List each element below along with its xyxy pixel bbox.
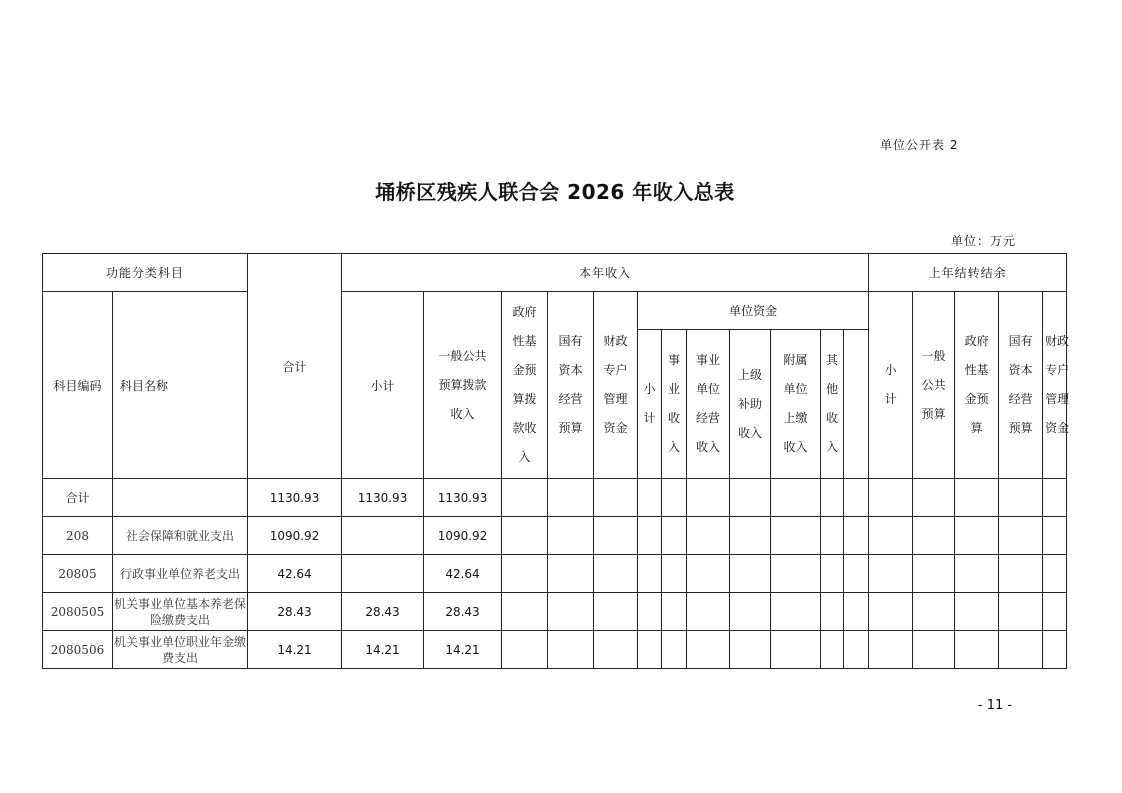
table-row bbox=[43, 593, 1067, 631]
row-name bbox=[113, 479, 248, 517]
header-affiliated-unit: 附属单位上缴收入 bbox=[771, 330, 821, 479]
table-row bbox=[43, 517, 1067, 555]
header-prior-gov-fund: 政府性基金预算 bbox=[955, 292, 999, 479]
header-prior-general-budget: 一般公共预算 bbox=[913, 292, 955, 479]
row-name: 机关事业单位基本养老保险缴费支出 bbox=[113, 593, 248, 631]
header-current-year-income: 本年收入 bbox=[342, 254, 869, 292]
row-subtotal bbox=[342, 555, 424, 593]
header-general-budget: 一般公共预算拨款收入 bbox=[424, 292, 502, 479]
row-general-budget: 1130.93 bbox=[424, 479, 502, 517]
row-general-budget: 1090.92 bbox=[424, 517, 502, 555]
row-subtotal bbox=[342, 517, 424, 555]
row-total: 1090.92 bbox=[248, 517, 342, 555]
page-number: - 11 - bbox=[977, 698, 1013, 713]
row-general-budget: 42.64 bbox=[424, 555, 502, 593]
table-row bbox=[43, 631, 1067, 669]
row-code: 20805 bbox=[43, 555, 113, 593]
header-subject-name: 科目名称 bbox=[113, 292, 248, 479]
row-code: 合计 bbox=[43, 479, 113, 517]
header-superior-subsidy: 上级补助收入 bbox=[730, 330, 771, 479]
header-func-class: 功能分类科目 bbox=[43, 254, 248, 292]
header-subtotal: 小计 bbox=[342, 292, 424, 479]
row-total: 28.43 bbox=[248, 593, 342, 631]
income-summary-table bbox=[42, 253, 1070, 669]
row-subtotal: 28.43 bbox=[342, 593, 424, 631]
table-row bbox=[43, 479, 1067, 517]
header-total: 合计 bbox=[248, 254, 342, 479]
header-fiscal-special: 财政专户管理资金 bbox=[594, 292, 638, 479]
header-prior-state-capital: 国有资本经营预算 bbox=[999, 292, 1043, 479]
row-name: 社会保障和就业支出 bbox=[113, 517, 248, 555]
row-code: 2080506 bbox=[43, 631, 113, 669]
row-code: 2080505 bbox=[43, 593, 113, 631]
page-label: 单位公开表 2 bbox=[880, 138, 959, 152]
header-gov-fund: 政府性基金预算拨款收入 bbox=[502, 292, 548, 479]
row-name: 行政事业单位养老支出 bbox=[113, 555, 248, 593]
table-row bbox=[43, 555, 1067, 593]
row-general-budget: 14.21 bbox=[424, 631, 502, 669]
row-subtotal: 1130.93 bbox=[342, 479, 424, 517]
row-name: 机关事业单位职业年金缴费支出 bbox=[113, 631, 248, 669]
row-code: 208 bbox=[43, 517, 113, 555]
header-prior-fiscal-special: 财政专户管理资金 bbox=[1043, 292, 1067, 479]
header-prior-subtotal: 小计 bbox=[869, 292, 913, 479]
document-title: 埇桥区残疾人联合会 2026 年收入总表 bbox=[375, 180, 735, 204]
header-business-unit-operating: 事业单位经营收入 bbox=[687, 330, 730, 479]
header-subject-code: 科目编码 bbox=[43, 292, 113, 479]
header-state-capital: 国有资本经营预算 bbox=[548, 292, 594, 479]
header-unit-subtotal: 小计 bbox=[638, 330, 662, 479]
unit-label: 单位：万元 bbox=[950, 234, 1016, 248]
row-total: 42.64 bbox=[248, 555, 342, 593]
header-business-income: 事业收入 bbox=[662, 330, 687, 479]
row-general-budget: 28.43 bbox=[424, 593, 502, 631]
row-subtotal: 14.21 bbox=[342, 631, 424, 669]
row-total: 1130.93 bbox=[248, 479, 342, 517]
row-total: 14.21 bbox=[248, 631, 342, 669]
header-unit-funds: 单位资金 bbox=[638, 292, 869, 330]
header-prior-year-carryover: 上年结转结余 bbox=[869, 254, 1067, 292]
header-other-income: 其他收入 bbox=[821, 330, 844, 479]
